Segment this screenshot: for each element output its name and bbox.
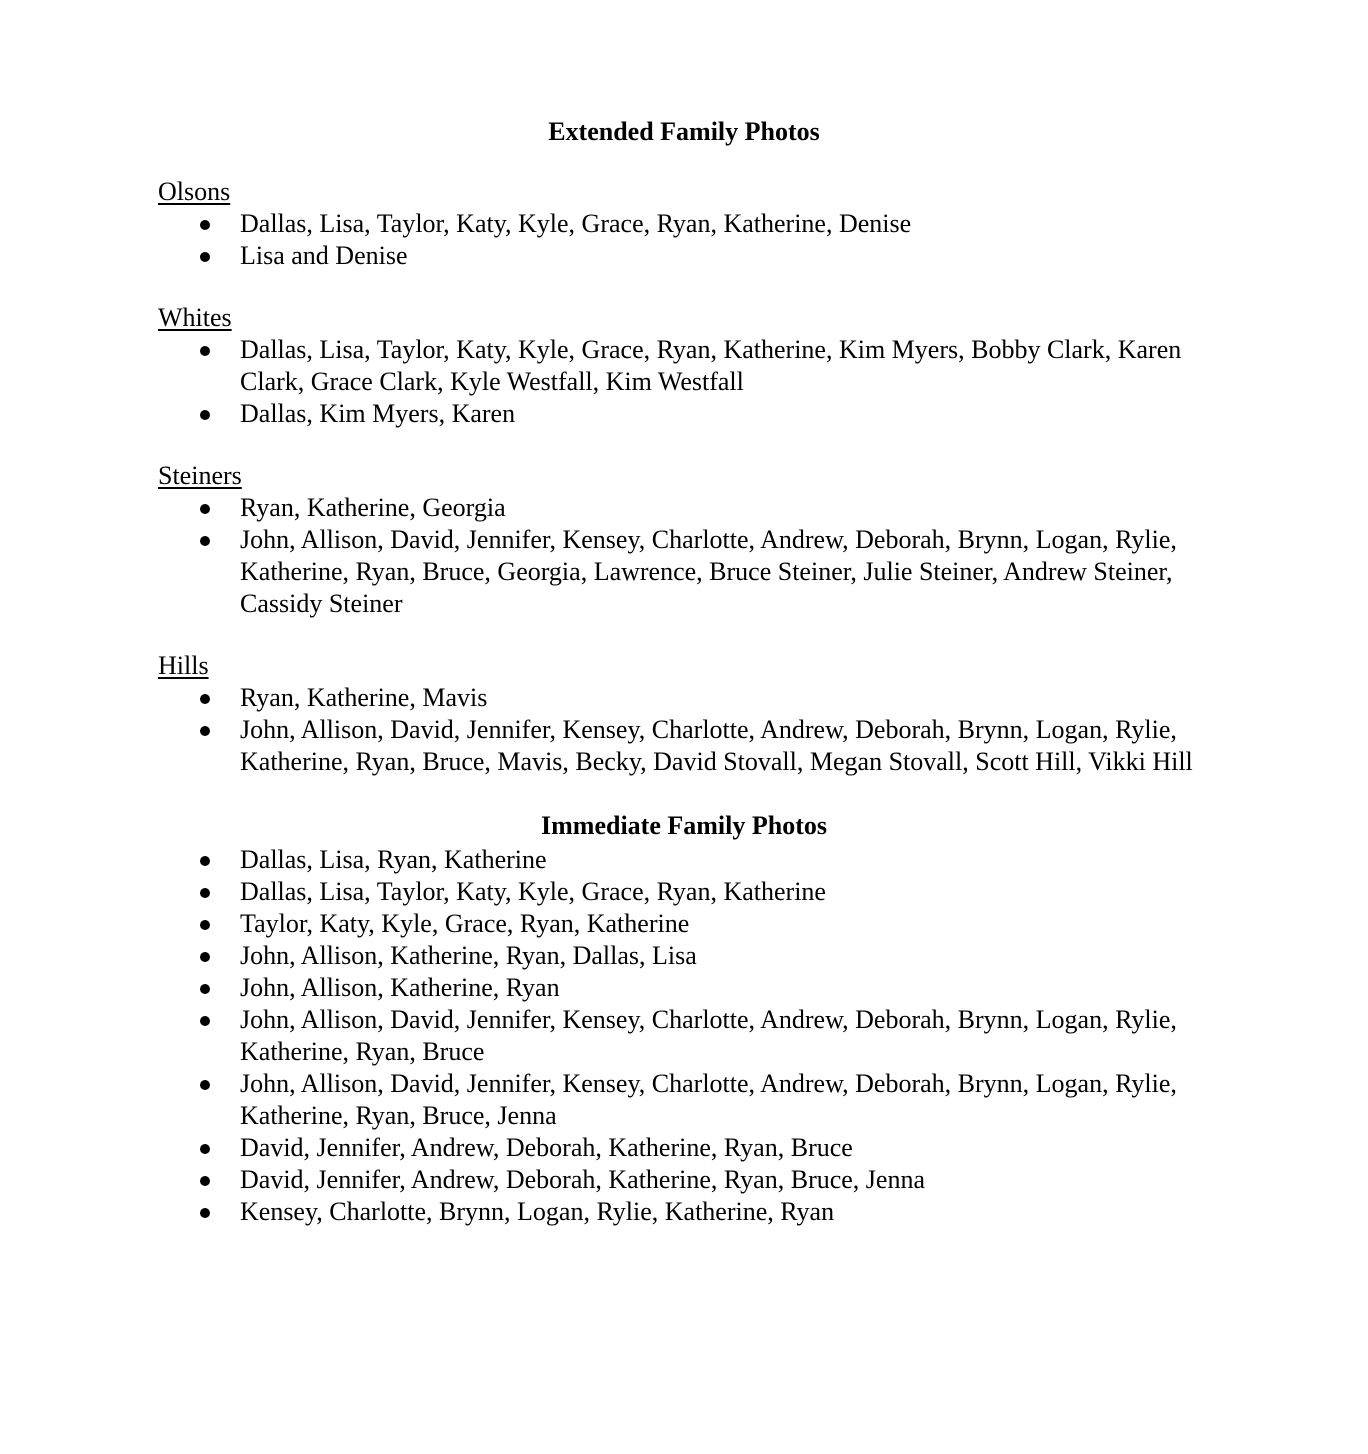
bullet-icon xyxy=(200,1208,210,1218)
list-item-text: John, Allison, Katherine, Ryan, Dallas, Lisa xyxy=(240,941,697,970)
bullet-icon xyxy=(200,536,210,546)
group-heading: Hills xyxy=(158,651,209,680)
list-item xyxy=(158,1132,1218,1164)
list-item xyxy=(158,844,1218,876)
list-item-text: David, Jennifer, Andrew, Deborah, Katherine, Ryan, Bruce, Jenna xyxy=(240,1165,926,1194)
bullet-icon xyxy=(200,952,210,962)
group-whites xyxy=(158,302,1218,430)
list-item-text: Dallas, Lisa, Taylor, Katy, Kyle, Grace, Ryan, Katherine, Kim Myers, Bobby Clark, Karen Clark, Grace Clark, Kyle Westfall, Kim Westfall xyxy=(240,335,1182,396)
list-item xyxy=(158,714,1218,778)
bullet-icon xyxy=(200,1080,210,1090)
list-item-text: John, Allison, David, Jennifer, Kensey, Charlotte, Andrew, Deborah, Brynn, Logan, Rylie, Katherine, Ryan, Bruce, Mavis, Becky, David Stovall, Megan Stovall, Scott Hill, Vikki Hill xyxy=(240,715,1193,776)
photo-list xyxy=(158,492,1218,620)
list-item-text: Lisa and Denise xyxy=(240,241,408,270)
list-item xyxy=(158,240,1218,272)
bullet-icon xyxy=(200,220,210,230)
immediate-photo-list xyxy=(158,844,1218,1228)
list-item-text: David, Jennifer, Andrew, Deborah, Katherine, Ryan, Bruce xyxy=(240,1133,853,1162)
list-item xyxy=(158,1068,1218,1132)
list-item xyxy=(158,908,1218,940)
photo-list xyxy=(158,208,1218,272)
list-item-text: John, Allison, David, Jennifer, Kensey, Charlotte, Andrew, Deborah, Brynn, Logan, Rylie, Katherine, Ryan, Bruce, Jenna xyxy=(240,1069,1177,1130)
list-item xyxy=(158,398,1218,430)
list-item xyxy=(158,334,1218,398)
bullet-icon xyxy=(200,1016,210,1026)
bullet-icon xyxy=(200,1176,210,1186)
list-item xyxy=(158,876,1218,908)
group-heading: Whites xyxy=(158,303,232,332)
list-item-text: Taylor, Katy, Kyle, Grace, Ryan, Katherine xyxy=(240,909,690,938)
bullet-icon xyxy=(200,504,210,514)
list-item-text: Dallas, Kim Myers, Karen xyxy=(240,399,516,428)
bullet-icon xyxy=(200,1144,210,1154)
bullet-icon xyxy=(200,726,210,736)
group-olsons xyxy=(158,176,1218,272)
list-item-text: Kensey, Charlotte, Brynn, Logan, Rylie, Katherine, Ryan xyxy=(240,1197,835,1226)
group-heading: Olsons xyxy=(158,177,231,206)
bullet-icon xyxy=(200,856,210,866)
bullet-icon xyxy=(200,888,210,898)
list-item xyxy=(158,1004,1218,1068)
list-item-text: John, Allison, David, Jennifer, Kensey, Charlotte, Andrew, Deborah, Brynn, Logan, Rylie, Katherine, Ryan, Bruce xyxy=(240,1005,1177,1066)
extended-family-title: Extended Family Photos xyxy=(548,117,820,146)
bullet-icon xyxy=(200,694,210,704)
list-item-text: John, Allison, Katherine, Ryan xyxy=(240,973,560,1002)
list-item-text: Dallas, Lisa, Taylor, Katy, Kyle, Grace, Ryan, Katherine xyxy=(240,877,826,906)
immediate-family-title: Immediate Family Photos xyxy=(541,811,827,840)
list-item-text: John, Allison, David, Jennifer, Kensey, Charlotte, Andrew, Deborah, Brynn, Logan, Rylie, Katherine, Ryan, Bruce, Georgia, Lawrence, Bruce Steiner, Julie Steiner, Andrew Steiner, Cassidy Steiner xyxy=(240,525,1177,618)
list-item-text: Dallas, Lisa, Taylor, Katy, Kyle, Grace, Ryan, Katherine, Denise xyxy=(240,209,912,238)
list-item xyxy=(158,1196,1218,1228)
photo-list xyxy=(158,682,1218,778)
list-item-text: Ryan, Katherine, Mavis xyxy=(240,683,488,712)
bullet-icon xyxy=(200,410,210,420)
group-steiners xyxy=(158,460,1218,620)
list-item xyxy=(158,492,1218,524)
bullet-icon xyxy=(200,252,210,262)
list-item xyxy=(158,972,1218,1004)
list-item xyxy=(158,208,1218,240)
group-hills xyxy=(158,650,1218,778)
list-item-text: Ryan, Katherine, Georgia xyxy=(240,493,506,522)
group-heading: Steiners xyxy=(158,461,242,490)
document-page xyxy=(158,114,1218,1228)
bullet-icon xyxy=(200,984,210,994)
list-item xyxy=(158,1164,1218,1196)
photo-list xyxy=(158,334,1218,430)
list-item xyxy=(158,682,1218,714)
list-item xyxy=(158,524,1218,620)
list-item xyxy=(158,940,1218,972)
list-item-text: Dallas, Lisa, Ryan, Katherine xyxy=(240,845,547,874)
bullet-icon xyxy=(200,346,210,356)
bullet-icon xyxy=(200,920,210,930)
